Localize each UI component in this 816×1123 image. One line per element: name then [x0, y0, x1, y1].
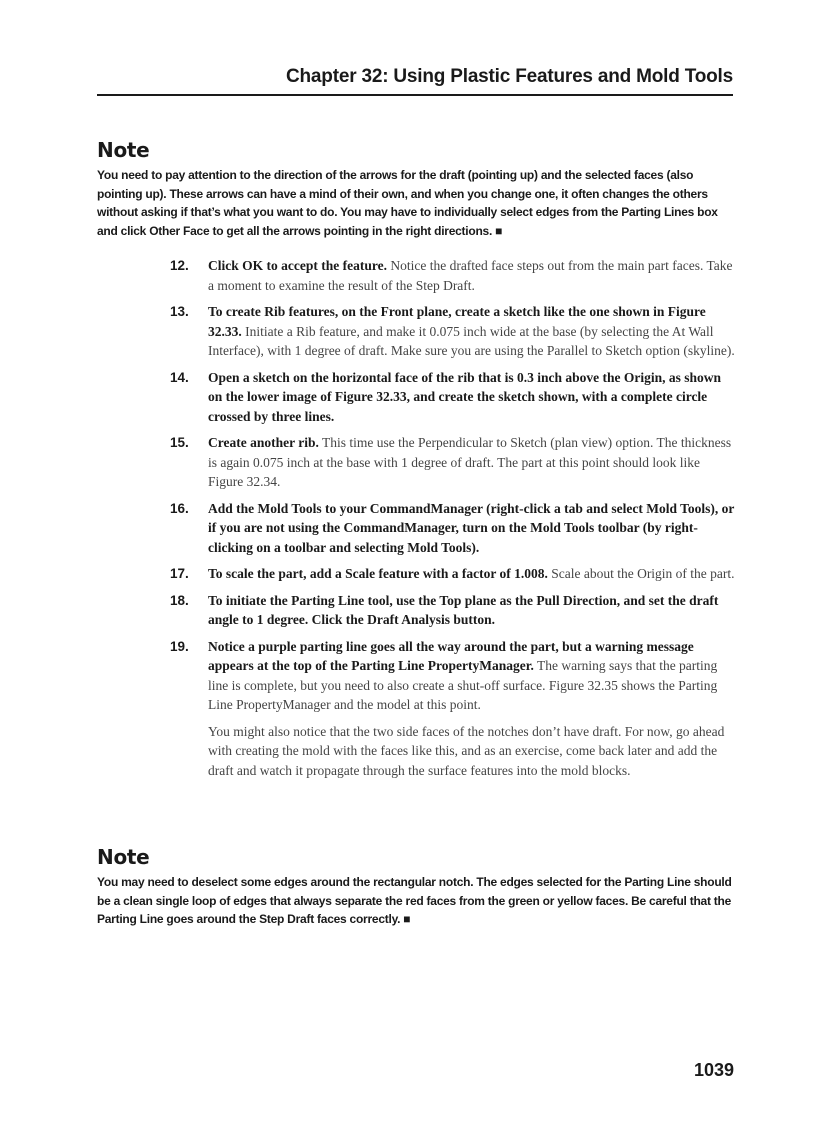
step-number: 18. — [170, 592, 189, 608]
step-lead: Create another rib. — [208, 435, 319, 450]
step-number: 19. — [170, 638, 189, 654]
step-body — [208, 302, 736, 361]
step-number: 16. — [170, 500, 189, 516]
step-body — [208, 591, 736, 630]
step-number: 17. — [170, 566, 189, 581]
step-number: 14. — [170, 369, 189, 385]
note-box-1 — [97, 138, 737, 240]
step-item — [170, 637, 736, 715]
step-item — [170, 591, 736, 630]
step-item — [170, 499, 736, 558]
step-number: 12. — [170, 258, 189, 273]
step-text: Initiate a Rib feature, and make it 0.075 inch wide at the base (by selecting the At Wall Interface), with 1 degree of draft. Make sure you are using the Parallel to Sketch option (skyline). — [208, 323, 735, 358]
note-body: You may need to deselect some edges around the rectangular notch. The edges selected for the Parting Line should be a clean single loop of edges that always separate the red faces from the green or yellow faces. Be careful that the Parting Line goes around the Step Draft faces correctly. ■ — [97, 875, 732, 926]
step-item — [170, 256, 736, 295]
note-body: You need to pay attention to the direction of the arrows for the draft (pointing up) and the selected faces (also pointing up). These arrows can have a mind of their own, and when you change one, it often changes the others without asking if that’s what you want to do. You may have to individually select edges from the Parting Lines box and click Other Face to get all the arrows pointing in the right directions. ■ — [97, 168, 718, 238]
step-text: The warning says that the parting line is complete, but you need to also create a shut-off surface. Figure 32.35 shows the Parting Line PropertyManager and the model at this point. — [208, 658, 718, 712]
step-number: 15. — [170, 435, 189, 450]
step-text: Notice the drafted face steps out from the main part faces. Take a moment to examine the result of the Step Draft. — [208, 258, 733, 293]
step-body — [208, 368, 736, 427]
step-lead: To scale the part, add a Scale feature with a factor of 1.008. — [208, 566, 548, 581]
step-lead: Click OK to accept the feature. — [208, 258, 387, 273]
step-item — [170, 302, 736, 361]
step-text: This time use the Perpendicular to Sketch (plan view) option. The thickness is again 0.075 inch at the base with 1 degree of draft. The part at this point should look like Figure 32.34. — [208, 435, 732, 489]
step-body — [208, 637, 736, 715]
step-body — [208, 564, 736, 584]
step-item — [170, 564, 736, 584]
step-body — [208, 256, 736, 295]
step-item — [170, 433, 736, 492]
step-followup-paragraph: You might also notice that the two side faces of the notches don’t have draft. For now, go ahead with creating the mold with the faces like this, and as an exercise, come back later and add the draft and watch it propagate through the surface features into the mold blocks. — [208, 723, 725, 778]
step-list — [170, 256, 736, 780]
step-body — [208, 433, 736, 492]
running-head: Chapter 32: Using Plastic Features and Mold Tools — [97, 66, 733, 96]
step-item — [170, 368, 736, 427]
step-body — [208, 499, 736, 558]
step-number: 13. — [170, 304, 189, 319]
step-followup-item — [170, 722, 736, 781]
step-lead: Add the Mold Tools to your CommandManager (right-click a tab and select Mold Tools), or if you are not using the CommandManager, turn on the Mold Tools toolbar (by right-clicking on a toolbar and selecting Mold Tools). — [208, 500, 735, 555]
step-lead: Open a sketch on the horizontal face of the rib that is 0.3 inch above the Origin, as shown on the lower image of Figure 32.33, and create the sketch shown, with a complete circle crossed by three lines. — [208, 369, 722, 424]
step-lead: To initiate the Parting Line tool, use the Top plane as the Pull Direction, and set the draft angle to 1 degree. Click the Draft Analysis button. — [208, 592, 719, 627]
step-text: Scale about the Origin of the part. — [547, 566, 735, 581]
step-lead: Notice a purple parting line goes all the way around the part, but a warning message appears at the top of the Parting Line PropertyManager. — [208, 638, 694, 673]
note-title: Note — [97, 845, 150, 869]
note-title: Note — [97, 138, 150, 162]
page-number: 1039 — [693, 1060, 734, 1080]
note-box-2 — [97, 845, 737, 929]
step-lead: To create Rib features, on the Front plane, create a sketch like the one shown in Figure 32.33. — [208, 304, 706, 339]
